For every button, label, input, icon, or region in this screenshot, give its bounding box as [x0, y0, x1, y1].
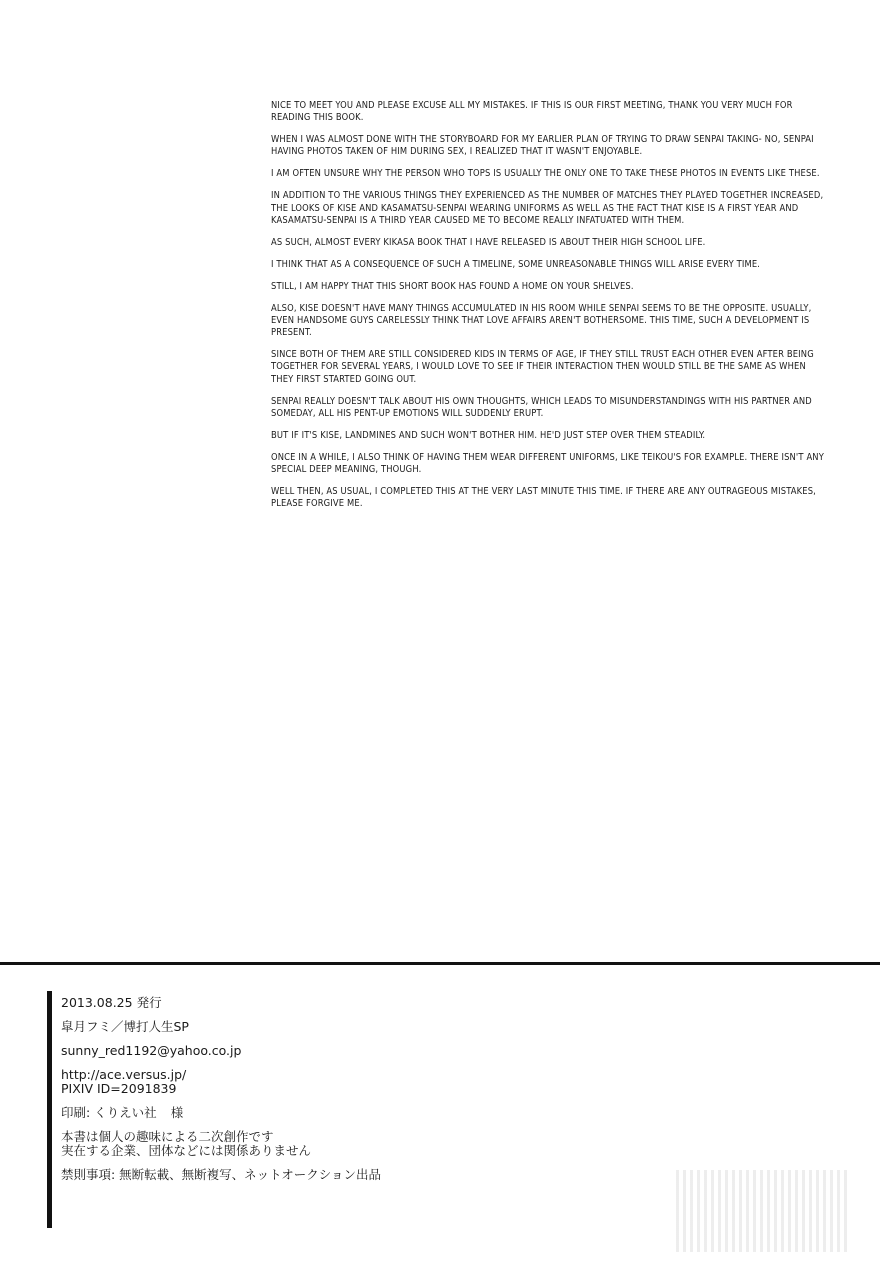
prohibition-notice: 禁則事項: 無断転載、無断複写、ネットオークション出品 — [61, 1167, 382, 1182]
afterword-paragraph: SENPAI REALLY DOESN'T TALK ABOUT HIS OWN THOUGHTS, WHICH LEADS TO MISUNDERSTANDINGS WITH HIS PARTNER AND SOMEDAY, ALL HIS PENT-UP EMOTIONS WILL SUDDENLY ERUPT. — [271, 395, 812, 419]
faint-stamp-mark — [676, 1170, 848, 1252]
web-line — [61, 1068, 581, 1096]
afterword-paragraph: I AM OFTEN UNSURE WHY THE PERSON WHO TOPS IS USUALLY THE ONLY ONE TO TAKE THESE PHOTOS IN EVENTS LIKE THESE. — [271, 168, 820, 180]
afterword-paragraph: WELL THEN, AS USUAL, I COMPLETED THIS AT THE VERY LAST MINUTE THIS TIME. IF THERE ARE ANY OUTRAGEOUS MISTAKES, PLEASE FORGIVE ME. — [271, 486, 816, 510]
colophon — [61, 996, 581, 1192]
afterword-paragraph: I THINK THAT AS A CONSEQUENCE OF SUCH A TIMELINE, SOME UNREASONABLE THINGS WILL ARISE EVERY TIME. — [271, 258, 761, 270]
afterword-paragraph: NICE TO MEET YOU AND PLEASE EXCUSE ALL MY MISTAKES. IF THIS IS OUR FIRST MEETING, THANK YOU VERY MUCH FOR READING THIS BOOK. — [271, 100, 793, 124]
afterword-paragraph: AS SUCH, ALMOST EVERY KIKASA BOOK THAT I HAVE RELEASED IS ABOUT THEIR HIGH SCHOOL LIFE. — [271, 236, 706, 248]
afterword-paragraph: SINCE BOTH OF THEM ARE STILL CONSIDERED KIDS IN TERMS OF AGE, IF THEY STILL TRUST EACH OTHER EVEN AFTER BEING TOGETHER FOR SEVERAL YEARS, I WOULD LOVE TO SEE IF THEIR INTERACTION THEN WOULD STILL BE THE SAME AS WHEN THEY FIRST STARTED GOING OUT. — [271, 349, 814, 385]
publication-date-label: 発行 — [136, 995, 162, 1010]
author-line — [61, 1020, 581, 1034]
disclaimer — [61, 1130, 581, 1158]
afterword-paragraph: STILL, I AM HAPPY THAT THIS SHORT BOOK HAS FOUND A HOME ON YOUR SHELVES. — [271, 280, 634, 292]
afterword-paragraph: BUT IF IT'S KISE, LANDMINES AND SUCH WON'T BOTHER HIM. HE'D JUST STEP OVER THEM STEADILY. — [271, 429, 706, 441]
afterword-paragraph: WHEN I WAS ALMOST DONE WITH THE STORYBOARD FOR MY EARLIER PLAN OF TRYING TO DRAW SENPAI TAKING- NO, SENPAI HAVING PHOTOS TAKEN OF HIM DURING SEX, I REALIZED THAT IT WASN'T ENJOYABLE. — [271, 134, 814, 158]
afterword-paragraph: ONCE IN A WHILE, I ALSO THINK OF HAVING THEM WEAR DIFFERENT UNIFORMS, LIKE TEIKOU'S FOR EXAMPLE. THERE ISN'T ANY SPECIAL DEEP MEANING, THOUGH. — [271, 451, 824, 476]
afterword-paragraph: IN ADDITION TO THE VARIOUS THINGS THEY EXPERIENCED AS THE NUMBER OF MATCHES THEY PLAYED TOGETHER INCREASED, THE LOOKS OF KISE AND KASAMATSU-SENPAI WEARING UNIFORMS AS WELL AS THE FACT THAT KISE IS A FIRST YEAR AND KASAMATSU-SENPAI IS A THIRD YEAR CAUSED ME TO BECOME REALLY INFATUATED WITH THEM. — [271, 190, 824, 226]
disclaimer-line: 本書は個人の趣味による二次創作です — [61, 1129, 274, 1144]
colophon-side-bar — [47, 991, 52, 1228]
afterword-text — [271, 100, 831, 520]
publication-date: 2013.08.25 — [61, 995, 133, 1010]
afterword-paragraph: ALSO, KISE DOESN'T HAVE MANY THINGS ACCUMULATED IN HIS ROOM WHILE SENPAI SEEMS TO BE THE OPPOSITE. USUALLY, EVEN HANDSOME GUYS CARELESSLY THINK THAT LOVE AFFAIRS AREN'T BOTHERSOME. THIS TIME, SUCH A DEVELOPMENT IS PRESENT. — [271, 302, 812, 339]
disclaimer-line: 実在する企業、団体などには関係ありません — [61, 1143, 312, 1158]
printer-line — [61, 1106, 581, 1120]
prohibition-line — [61, 1168, 581, 1182]
printer-honorific: 様 — [170, 1105, 184, 1120]
pixiv-id: PIXIV ID=2091839 — [61, 1081, 177, 1096]
colophon-divider — [0, 962, 880, 965]
printer-name: 印刷: くりえい社 — [61, 1105, 157, 1120]
email-line — [61, 1044, 581, 1058]
website-url: http://ace.versus.jp/ — [61, 1067, 187, 1082]
contact-email: sunny_red1192@yahoo.co.jp — [61, 1043, 242, 1058]
publication-date-line — [61, 996, 581, 1010]
author-circle: 皐月フミ／博打人生SP — [61, 1019, 189, 1034]
